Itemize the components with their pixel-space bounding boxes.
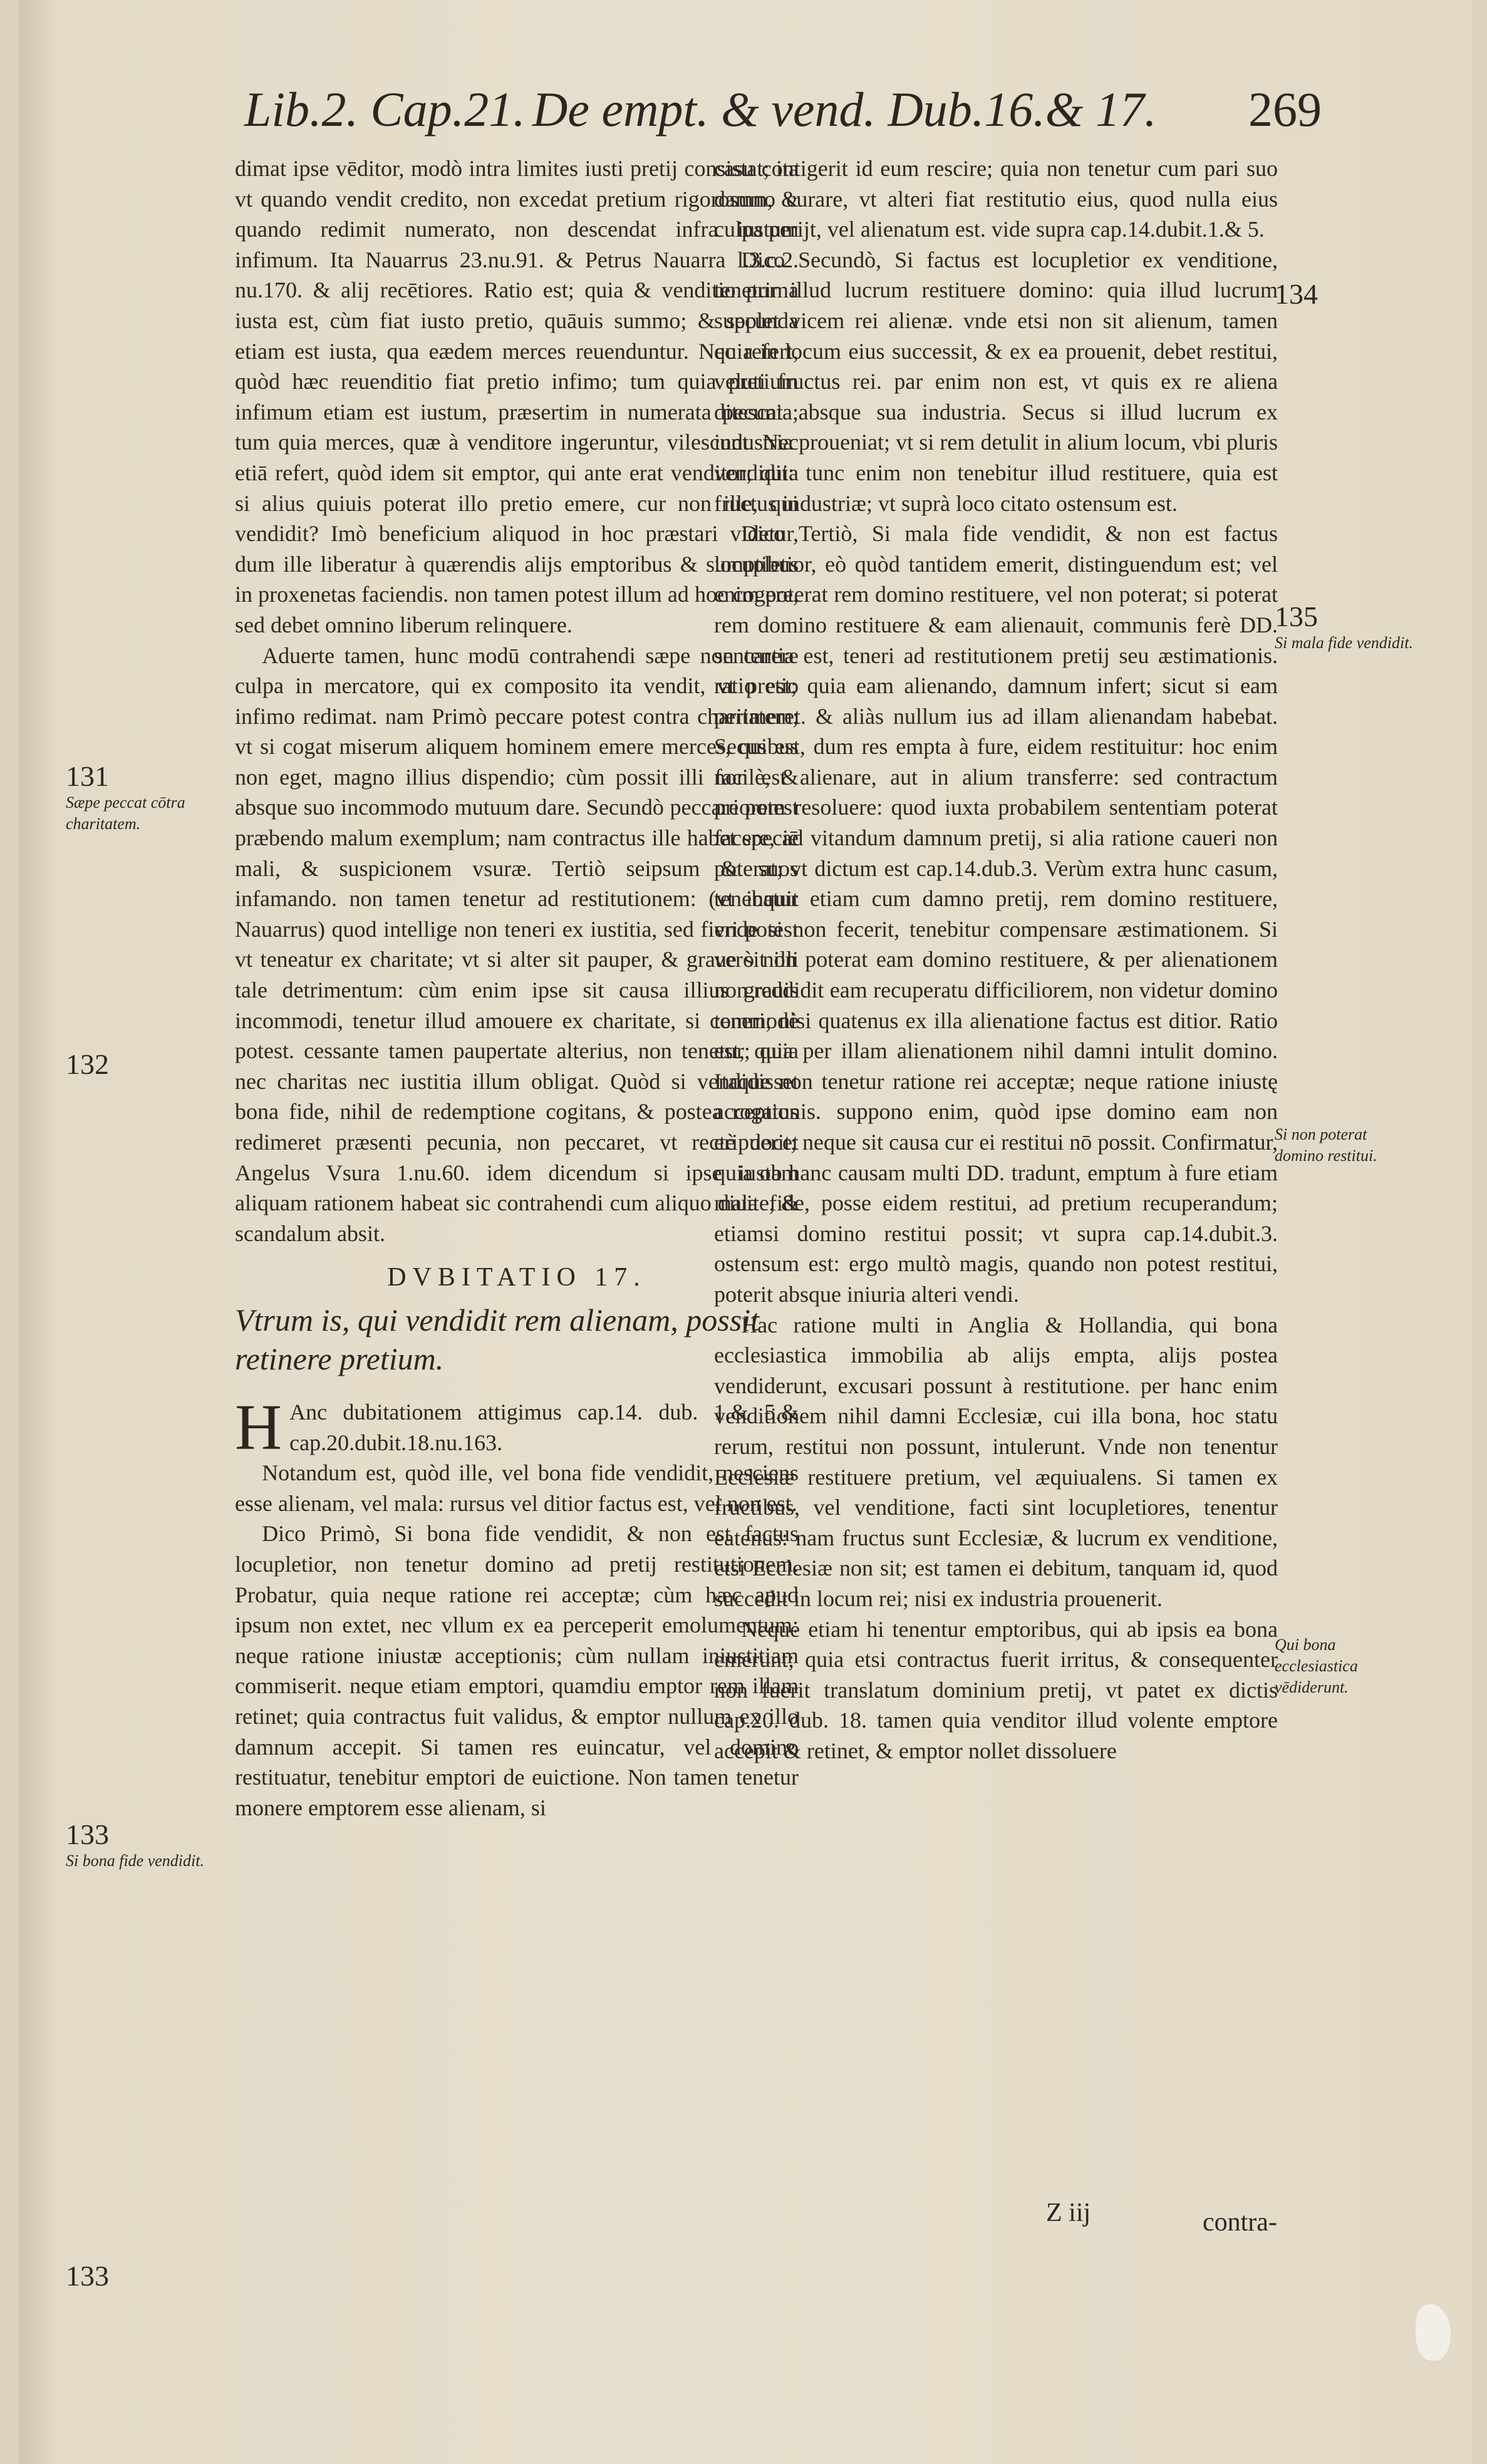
paragraph: Dico Secundò, Si factus est locupletior ex venditione, tenetur illud lucrum restituere domino: quia illud lucrum supplet vicem rei alienæ. vnde etsi non sit alienum, tamen quia in locum eius successit, & ex ea prouenit, debet restitui, veluti fructus rei. par enim non est, vt quis ex re aliena ditescat absque sua industria. Secus si illud lucrum ex industria proueniat; vt si rem detulit in alium locum, vbi pluris vendidit: tunc enim non tenebitur illud restituere, quia est fructus industriæ; vt suprà loco citato ostensum est. [714, 247, 1278, 516]
margin-note [1275, 601, 1419, 654]
page [19, 0, 1472, 2464]
page-number: 269 [1248, 82, 1322, 137]
paragraph: Notandum est, quòd ille, vel bona fide vendidit, nesciens esse alienam, vel mala: rursus vel ditior factus est, vel non est. [235, 1460, 799, 1516]
margin-number: 135 [1275, 601, 1318, 632]
dubitatio-heading: DVBITATIO 17. [387, 1263, 646, 1292]
right-column [714, 153, 1278, 1766]
paragraph-text: Anc dubitationem attigimus cap.14. dub. 1.& 5.& cap.20.dubit.18.nu.163. [289, 1399, 799, 1455]
header-book-chapter: Lib.2. Cap.21. [244, 82, 526, 137]
paragraph: Neque etiam hi tenentur emptoribus, qui ab ipsis ea bona emerunt; quia etsi contractus fuerit irritus, & consequenter non fuerit translatum dominium pretij, vt patet ex dictis cap.20. dub. 18. tamen quia venditor illud volente emptore accepit & retinet, & emptor nollet dissoluere [714, 1616, 1278, 1763]
margin-note [66, 1049, 210, 1080]
running-header [244, 75, 1322, 144]
margin-number: 132 [66, 1048, 109, 1080]
drop-capital: H [235, 1391, 282, 1463]
margin-number: 133 [66, 2260, 109, 2292]
margin-gloss: Si mala fide vendidit. [1275, 634, 1413, 652]
paragraph: Aduerte tamen, hunc modū contrahendi sæpe non carere culpa in mercatore, qui ex composito ita vendit, vt pretio infimo redimat. nam Primò peccare potest contra charitatem; vt si cogat miserum aliquem hominem emere merces, quibus non eget, magno illius dispendio; cùm possit illi facilè, & absque suo incommodo mutuum dare. Secundò peccare potest præbendo malum exemplum; nam contractus ille habet speciē mali, & suspicionem vsuræ. Tertiò seipsum & suos infamando. non tamen tenetur ad restitutionem: (vt inquit Nauarrus) quod intellige non teneri ex iustitia, sed fieri potest vt teneatur ex charitate; vt si alter sit pauper, & graue sit illi tale detrimentum: cùm enim ipse sit causa illius grauis incommodi, tenetur illud amouere ex charitate, si commodè potest. cessante tamen paupertate alterius, non tenetur; quia nec charitas nec iustitia illum obligat. Quòd si vendidisset bona fide, nihil de redemptione cogitans, & postea rogatus redimeret præsenti pecunia, non peccaret, vt rectè docet Angelus Vsura 1.nu.60. idem dicendum si ipse iustam aliquam rationem habeat sic contrahendi cum aliquo diuite, & scandalum absit. [235, 642, 799, 1246]
paragraph: Dico Tertiò, Si mala fide vendidit, & non est factus locupletior, eò quòd tantidem emerit, distinguendum est; vel enim poterat rem domino restituere, vel non poterat; si poterat rem domino restituere & eam alienauit, communis ferè DD. sententia est, teneri ad restitutionem pretij seu æstimationis. ratio est; quia eam alienando, damnum infert; sicut si eam perimeret. & aliàs nullum ius ad illam alienandam habebat. Secus est, dum res empta à fure, eidem restituitur: hoc enim non est alienare, aut in alium transferre: sed contractum priorem resoluere: quod iuxta probabilem sententiam poterat facere, ad vitandum damnum pretij, si alia ratione caueri non poterat; vt dictum est cap.14.dub.3. Verùm extra hunc casum, tenebatur etiam cum damno pretij, rem domino restituere, vnde si non fecerit, tenebitur compensare æstimationem. Si verò non poterat eam domino restituere, & per alienationem non reddidit eam recuperatu difficiliorem, non videtur domino teneri; nisi quatenus ex illa alienatione factus est ditior. Ratio est, quia per illam alienationem nihil damni intulit domino. Itaque non tenetur ratione rei acceptæ; neque ratione iniustę acceptionis. suppono enim, quòd ipse domino eam non eripuerit; neque sit causa cur ei restitui nō possit. Confirmatur, quia ob hanc causam multi DD. tradunt, emptum à fure etiam mala fide, posse eidem restitui, ad pretium recuperandum; etiamsi domino restitui possit; vt supra cap.14.dubit.3. ostensum est: ergo multò magis, quando non potest restitui, poterit absque iniuria alteri vendi. [714, 521, 1278, 1307]
margin-note [66, 2260, 210, 2292]
signature-mark: Z iij [1046, 2199, 1091, 2227]
margin-number: 133 [66, 1818, 109, 1850]
catchword: contra- [1203, 2208, 1277, 2237]
paragraph: Hac ratione multi in Anglia & Hollandia, qui bona ecclesiastica immobilia ab alijs empta, alijs postea vendiderunt, excusari possunt à restitutione. per hanc enim venditionem nihil damni Ecclesiæ, cui illa bona, hoc statu rerum, restitui non possunt, intulerunt. Vnde non tenentur Ecclesiæ restituere pretium, vel æquiualens. Si tamen ex fructibus, vel venditione, facti sint locupletiores, tenentur eatenus: nam fructus sunt Ecclesiæ, & lucrum ex venditione, etsi Ecclesiæ non sit; est tamen ei debitum, tanquam id, quod succedit in locum rei; nisi ex industria prouenerit. [714, 1312, 1278, 1611]
paragraph: dimat ipse vēditor, modò intra limites iusti pretij consistat; ita vt quando vendit credito, non excedat pretium rigorosum, & quando redimit numerato, non descendat infra iustum infimum. Ita Nauarrus 23.nu.91. & Petrus Nauarra l.3.c.2. nu.170. & alij recētiores. Ratio est; quia & venditio prima iusta est, cùm fiat iusto pretio, quāuis summo; & secunda etiam est iusta, qua eædem merces reuenduntur. Nec refert, quòd hæc reuenditio fiat pretio infimo; tum quia pretium infimum etiam est iustum, præsertim in numerata pecunia; tum quia merces, quæ à venditore ingeruntur, vilescunt. Nec etiā refert, quòd idem sit emptor, qui ante erat venditor; quia si alius quiuis poterat illo pretio emere, cur non ille, qui vendidit? Imò beneficium aliquod in hoc præstari videtur, dum ille liberatur à quærendis alijs emptoribus & sumptibus in proxenetas faciendis. non tamen potest illum ad hoc cogere, sed debet omnino liberum relinquere. [235, 156, 799, 637]
paragraph: casu contigerit id eum rescire; quia non tenetur cum pari suo damno curare, vt alteri fiat restitutio eius, quod nulla eius culpa perijt, vel alienatum est. vide supra cap.14.dubit.1.& 5. [714, 156, 1278, 242]
margin-note [1275, 279, 1419, 310]
header-topic: De empt. & vend. Dub.16.& 17. [532, 82, 1157, 137]
margin-gloss: Si bona fide vendidit. [66, 1852, 204, 1870]
margin-number: 134 [1275, 278, 1318, 310]
margin-note [1275, 1124, 1419, 1167]
margin-number: 131 [66, 760, 109, 792]
margin-note [66, 1819, 210, 1872]
margin-note [1275, 1634, 1419, 1698]
question-title: Vtrum is, qui vendidit rem alienam, possit retinere pretium. [235, 1302, 759, 1376]
paper-blemish [1416, 2304, 1451, 2361]
paragraph: Dico Primò, Si bona fide vendidit, & non est factus locupletior, non tenetur domino ad pretij restitutionem. Probatur, quia neque ratione rei acceptæ; cùm hæc apud ipsum non extet, nec vllum ex ea perceperit emolumentum: neque ratione iniustæ acceptionis; cùm nullam iniustitiam commiserit. neque etiam emptori, quamdiu emptor rem illam retinet; quia contractus fuit validus, & emptor nullum ex illo damnum accepit. Si tamen res euincatur, vel domino restituatur, tenebitur emptori de euictione. Non tamen tenetur monere emptorem esse alienam, si [235, 1521, 799, 1820]
margin-note [66, 761, 210, 835]
margin-gloss: Qui bona ecclesiastica vēdiderunt. [1275, 1636, 1358, 1696]
margin-gloss: Sæpe peccat cōtra charitatem. [66, 793, 185, 833]
margin-gloss: Si non poterat domino restitui. [1275, 1125, 1377, 1165]
